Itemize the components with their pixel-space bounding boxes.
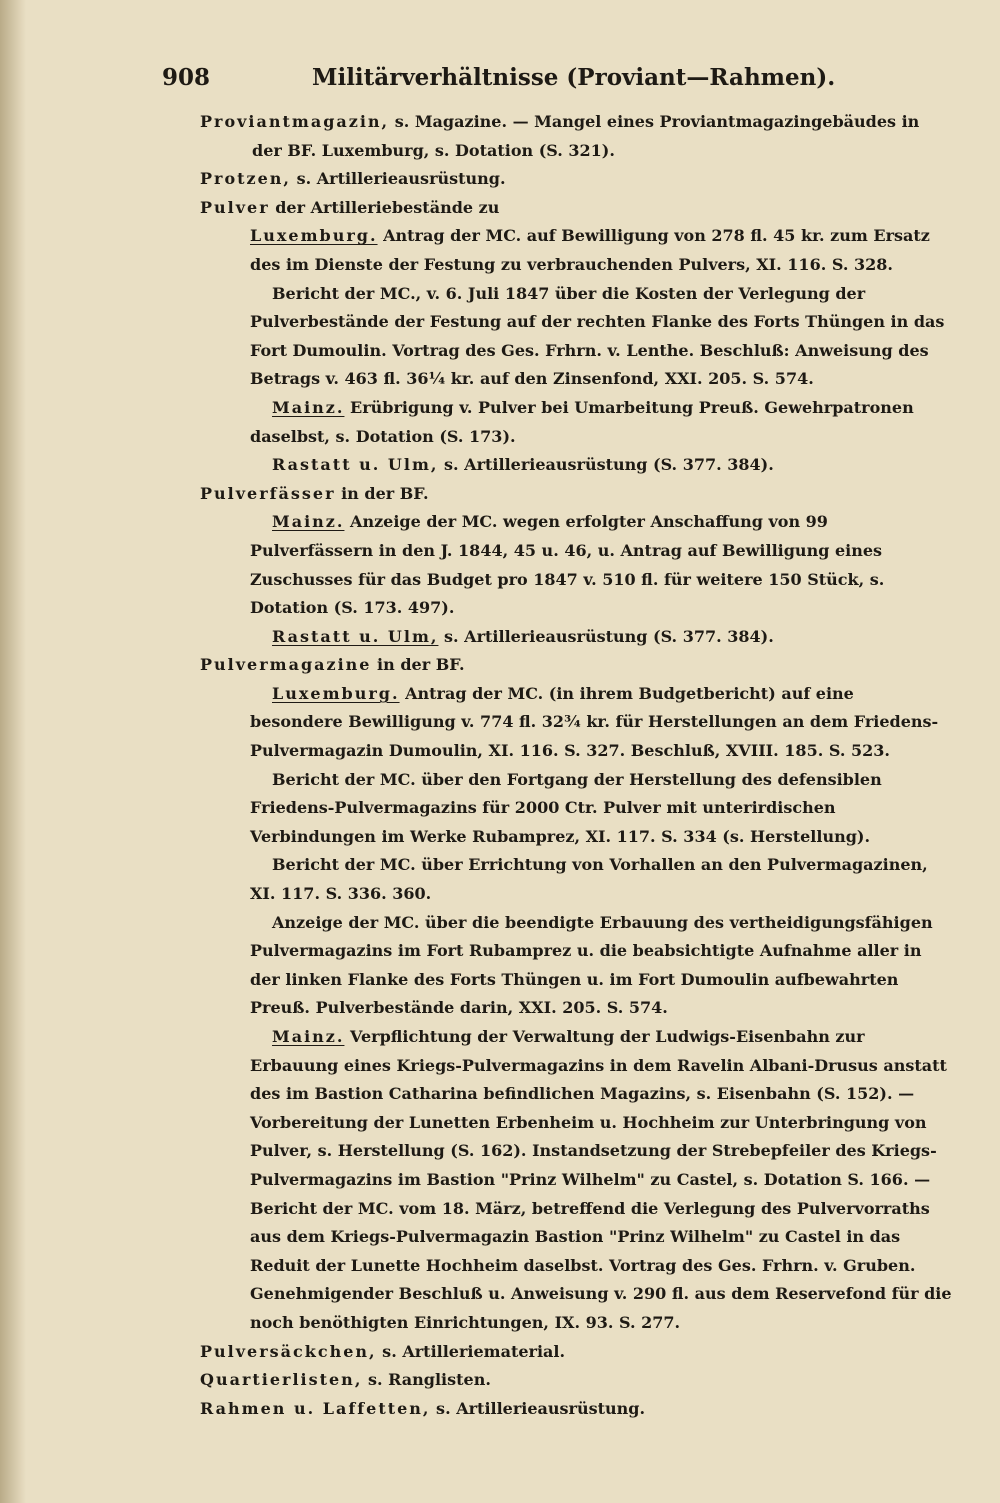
subentry-place: Rastatt u. Ulm, — [272, 455, 439, 475]
entry-term: Proviantmagazin, — [200, 112, 390, 131]
subentry-place: Mainz. — [272, 397, 345, 417]
entry-text: s. Artillerieausrüstung. — [291, 169, 506, 189]
index-subentry — [200, 623, 952, 652]
index-entry — [200, 108, 952, 165]
index-subentry — [200, 451, 952, 480]
entry-text: s. Artillerieausrüstung. — [430, 1398, 646, 1418]
subentry-place: Mainz. — [272, 1027, 345, 1046]
index-subentry — [200, 394, 952, 451]
entry-text: der Artilleriebestände zu — [269, 197, 500, 217]
index-subentry — [200, 766, 952, 852]
index-subentry — [200, 680, 952, 766]
subentry-text: s. Artillerieausrüstung (S. 377. 384). — [438, 455, 774, 475]
index-entry — [200, 194, 952, 223]
index-subentry — [200, 909, 952, 1023]
index-subentry — [200, 851, 952, 908]
subentry-text: Bericht der MC., v. 6. Juli 1847 über die Kosten der Verlegung der Pulverbestände der Festung auf der rechten Flanke des Forts Thüngen in das Fort Dumoulin. Vortrag des Ges. Frhrn. v. Lenthe. Beschluß: Anweisung des Betrags v. 463 fl. 36¼ kr. auf den Zinsenfond, XXI. 205. S. 574. — [250, 283, 945, 389]
subentry-text: Antrag der MC. auf Bewilligung von 278 fl. 45 kr. zum Ersatz des im Dienste der Festung zu verbrauchenden Pulvers, XI. 116. S. 328. — [250, 226, 930, 274]
index-entry — [200, 1395, 952, 1424]
index-subentry — [200, 280, 952, 394]
index-subentry — [200, 222, 952, 279]
entry-text: in der BF. — [371, 655, 465, 675]
subentry-text: Bericht der MC. über den Fortgang der Herstellung des defensiblen Friedens-Pulvermagazins für 2000 Ctr. Pulver mit unterirdischen Verbindungen im Werke Rubamprez, XI. 117. S. 334 (s. Herstellung). — [250, 769, 882, 846]
entry-text: s. Magazine. — Mangel eines Proviantmagazingebäudes in der BF. Luxemburg, s. Dotation (S. 321). — [252, 112, 920, 160]
subentry-place: Rastatt u. Ulm, — [272, 626, 439, 646]
entry-text: s. Artilleriematerial. — [376, 1341, 566, 1361]
subentry-text: Antrag der MC. (in ihrem Budgetbericht) auf eine besondere Bewilligung v. 774 fl. 32¾ kr. für Herstellungen an dem Friedens-Pulvermagazin Dumoulin, XI. 116. S. 327. Beschluß, XVIII. 185. S. 523. — [250, 683, 939, 761]
entry-term: Protzen, — [200, 169, 291, 189]
subentry-place: Luxemburg. — [272, 683, 400, 703]
index-entry — [200, 1366, 952, 1395]
subentry-text: s. Artillerieausrüstung (S. 377. 384). — [438, 626, 774, 646]
index-subentry — [200, 1023, 952, 1338]
subentry-text: Bericht der MC. über Errichtung von Vorhallen an den Pulvermagazinen, XI. 117. S. 336. 360. — [250, 855, 928, 904]
entry-term: Rahmen u. Laffetten, — [200, 1398, 431, 1418]
entry-term: Pulvermagazine — [200, 655, 372, 675]
subentry-text: Verpflichtung der Verwaltung der Ludwigs-Eisenbahn zur Erbauung eines Kriegs-Pulvermagazins in dem Ravelin Albani-Drusus anstatt des im Bastion Catharina befindlichen Magazins, s. Eisenbahn (S. 152). — Vorbereitung der Lunetten Erbenheim u. Hochheim zur Unterbringung von Pulver, s. Herstellung (S. 162). Instandsetzung der Strebepfeiler des Kriegs-Pulvermagazins im Bastion "Prinz Wilhelm" zu Castel, s. Dotation S. 166. — Bericht der MC. vom 18. März, betreffend die Verlegung des Pulvervorraths aus dem Kriegs-Pulvermagazin Bastion "Prinz Wilhelm" zu Castel in das Reduit der Lunette Hochheim daselbst. Vortrag des Ges. Frhrn. v. Gruben. Genehmigender Beschluß u. Anweisung v. 290 fl. aus dem Reservefond für die noch benöthigten Einrichtungen, IX. 93. S. 277. — [250, 1027, 952, 1332]
subentry-place: Mainz. — [272, 512, 345, 532]
subentry-text: Erübrigung v. Pulver bei Umarbeitung Preuß. Gewehrpatronen daselbst, s. Dotation (S. 173). — [250, 397, 914, 446]
subentry-place: Luxemburg. — [250, 226, 378, 246]
entry-term: Pulversäckchen, — [200, 1341, 377, 1361]
running-head: Militärverhältnisse (Proviant—Rahmen). — [312, 64, 836, 91]
subentry-text: Anzeige der MC. wegen erfolgter Anschaffung von 99 Pulverfässern in den J. 1844, 45 u. 46, u. Antrag auf Bewilligung eines Zuschusses für das Budget pro 1847 v. 510 fl. für weitere 150 Stück, s. Dotation (S. 173. 497). — [250, 512, 885, 618]
page-number: 908 — [162, 64, 211, 91]
entry-term: Pulverfässer — [200, 483, 336, 503]
index-entry — [200, 480, 952, 509]
index-entry — [200, 165, 952, 194]
index-entry — [200, 1338, 952, 1367]
index-entry — [200, 651, 952, 680]
entry-text: s. Ranglisten. — [362, 1370, 491, 1390]
index-subentry — [200, 508, 952, 622]
entry-text: in der BF. — [335, 483, 429, 503]
entry-term: Pulver — [200, 197, 270, 217]
entry-term: Quartierlisten, — [200, 1370, 363, 1390]
subentry-text: Anzeige der MC. über die beendigte Erbauung des vertheidigungsfähigen Pulvermagazins im Fort Rubamprez u. die beabsichtigte Aufnahme aller in der linken Flanke des Forts Thüngen u. im Fort Dumoulin aufbewahrten Preuß. Pulverbestände darin, XXI. 205. S. 574. — [250, 912, 933, 1018]
index-body — [200, 108, 952, 1423]
